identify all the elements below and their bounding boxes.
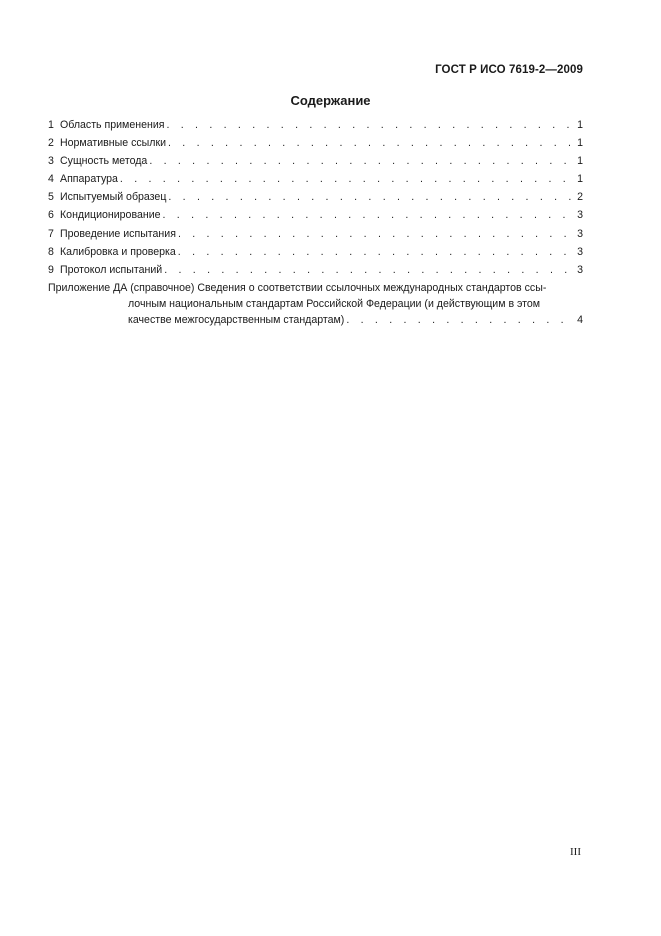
toc-entry-number: 7 [48,227,54,240]
toc-entry-number: 5 [48,191,54,204]
toc-entry-label: Область применения [60,119,165,131]
toc-entry[interactable] [48,228,583,246]
toc-entry-page: 3 [577,245,583,258]
toc-entry-page: 3 [577,227,583,240]
toc-entry-label: Калибровка и проверка [60,245,176,258]
toc-entry-page: 1 [577,137,583,150]
toc-entry-number: 2 [48,137,54,150]
toc-leader-dots [346,314,574,326]
toc-leader-dots [168,191,574,203]
toc-leader-dots [178,246,574,258]
toc-leader-dots [168,137,574,149]
toc-entry-label: Кондиционирование [60,209,161,222]
toc-entry[interactable] [48,264,583,282]
toc-entry-page: 3 [577,263,583,276]
toc-entry-number: 1 [48,119,54,131]
toc-entry-page: 2 [577,191,583,204]
toc-leader-dots [178,228,574,240]
appendix-title-line: Приложение ДА (справочное) Сведения о соответствии ссылочных международных стандартов ссы- [48,281,547,294]
toc-leader-dots [166,119,574,131]
toc-entry[interactable] [48,155,583,173]
toc-entry-label: Сущность метода [60,155,148,168]
toc-entry[interactable] [48,191,583,209]
toc-entry-number: 9 [48,263,54,276]
toc-entry[interactable] [48,173,583,191]
toc-entry-label: Испытуемый образец [60,191,167,204]
toc-entry-page: 4 [577,314,583,327]
toc-entry[interactable] [48,119,583,137]
page-number: III [570,846,581,858]
appendix-title-line: лочным национальным стандартам Российской Федерации (и действующим в этом [128,298,541,311]
toc-entry[interactable] [48,209,583,227]
toc-entry-page: 3 [577,209,583,222]
toc-entry-page: 1 [577,155,583,168]
toc-entry-number: 3 [48,155,54,168]
toc-entry-number: 4 [48,173,54,186]
toc-entry-label: Протокол испытаний [60,263,163,276]
toc-entry-number: 6 [48,209,54,222]
appendix-title-line: качестве межгосударственным стандартам) [128,314,345,327]
toc-entry[interactable] [48,137,583,155]
toc-leader-dots [163,209,575,221]
toc-appendix-entry[interactable] [48,282,583,331]
table-of-contents [48,119,583,330]
toc-leader-dots [120,173,574,185]
toc-entry-label: Нормативные ссылки [60,137,167,150]
appendix-title-last-line [48,314,583,330]
toc-entry-label: Аппаратура [60,173,118,186]
document-header: ГОСТ Р ИСО 7619-2—2009 [435,64,583,76]
toc-title: Содержание [290,93,371,108]
toc-entry-page: 1 [577,119,583,131]
toc-entry-page: 1 [577,173,583,186]
toc-entry[interactable] [48,246,583,264]
toc-leader-dots [149,155,574,167]
toc-entry-label: Проведение испытания [60,227,176,240]
toc-entry-number: 8 [48,245,54,258]
toc-leader-dots [164,264,574,276]
